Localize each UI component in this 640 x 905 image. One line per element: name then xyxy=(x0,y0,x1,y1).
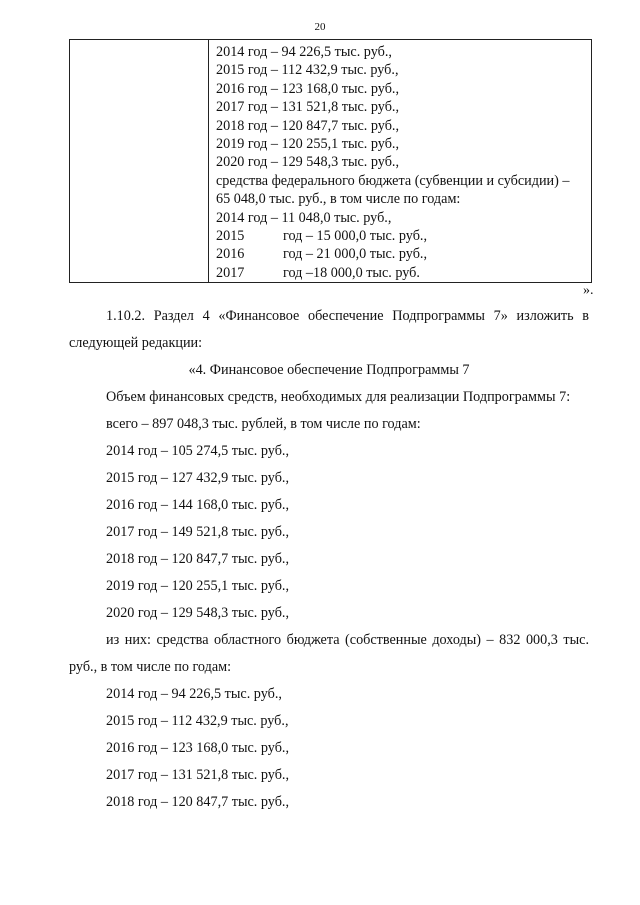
body-text xyxy=(69,303,589,816)
item-1-10-2: 1.10.2. Раздел 4 «Финансовое обеспечение Подпрограммы 7» изложить в следующей редакции: xyxy=(69,308,589,351)
federal-budget-text: средства федерального бюджета (субвенции и субсидии) – 65 048,0 тыс. руб., в том числе по годам: xyxy=(216,172,570,208)
volume-paragraph: Объем финансовых средств, необходимых для реализации Подпрограммы 7: xyxy=(106,389,571,405)
table-cell-empty xyxy=(70,40,209,283)
year-label: 2015 xyxy=(216,228,245,245)
year-amount: год – 21 000,0 тыс. руб., xyxy=(283,246,428,263)
regional-paragraph: из них: средства областного бюджета (собственные доходы) – 832 000,3 тыс. руб., в том числе по годам: xyxy=(69,632,589,675)
year-line: 2018 год – 120 847,7 тыс. руб., xyxy=(106,794,290,810)
year-amount: год – 15 000,0 тыс. руб., xyxy=(283,228,428,245)
year-line: 2015 год – 127 432,9 тыс. руб., xyxy=(106,470,290,486)
year-line: 2016 год – 123 168,0 тыс. руб., xyxy=(106,740,290,756)
table-row xyxy=(70,40,592,283)
year-line: 2016 год – 144 168,0 тыс. руб., xyxy=(106,497,290,513)
table-line: 2020 год – 129 548,3 тыс. руб., xyxy=(216,154,400,171)
section-heading: «4. Финансовое обеспечение Подпрограммы 7 xyxy=(188,362,470,378)
table-line-spaced xyxy=(216,264,585,282)
year-label: 2016 xyxy=(216,246,245,263)
year-line: 2014 год – 105 274,5 тыс. руб., xyxy=(106,443,290,459)
year-line: 2015 год – 112 432,9 тыс. руб., xyxy=(106,713,289,729)
table-line: 2018 год – 120 847,7 тыс. руб., xyxy=(216,117,400,134)
table-line-spaced xyxy=(216,227,585,245)
closing-quote: ». xyxy=(583,283,594,298)
year-line: 2017 год – 149 521,8 тыс. руб., xyxy=(106,524,290,540)
table-line: 2016 год – 123 168,0 тыс. руб., xyxy=(216,80,400,97)
total-paragraph: всего – 897 048,3 тыс. рублей, в том числе по годам: xyxy=(106,416,421,432)
year-line: 2017 год – 131 521,8 тыс. руб., xyxy=(106,767,290,783)
year-amount: год –18 000,0 тыс. руб. xyxy=(283,264,420,281)
year-line: 2018 год – 120 847,7 тыс. руб., xyxy=(106,551,290,567)
table-line: 2015 год – 112 432,9 тыс. руб., xyxy=(216,62,399,79)
year-line: 2020 год – 129 548,3 тыс. руб., xyxy=(106,605,290,621)
year-line: 2019 год – 120 255,1 тыс. руб., xyxy=(106,578,290,594)
table-line: 2017 год – 131 521,8 тыс. руб., xyxy=(216,99,400,116)
page-number: 20 xyxy=(314,21,326,33)
table-line: 2014 год – 94 226,5 тыс. руб., xyxy=(216,44,392,60)
table-cell-funding xyxy=(209,40,592,283)
table-line: 2014 год – 11 048,0 тыс. руб., xyxy=(216,209,392,226)
table-line: 2019 год – 120 255,1 тыс. руб., xyxy=(216,136,400,153)
budget-table xyxy=(69,39,592,283)
year-line: 2014 год – 94 226,5 тыс. руб., xyxy=(106,686,282,702)
year-label: 2017 xyxy=(216,264,245,281)
table-line-spaced xyxy=(216,245,585,263)
